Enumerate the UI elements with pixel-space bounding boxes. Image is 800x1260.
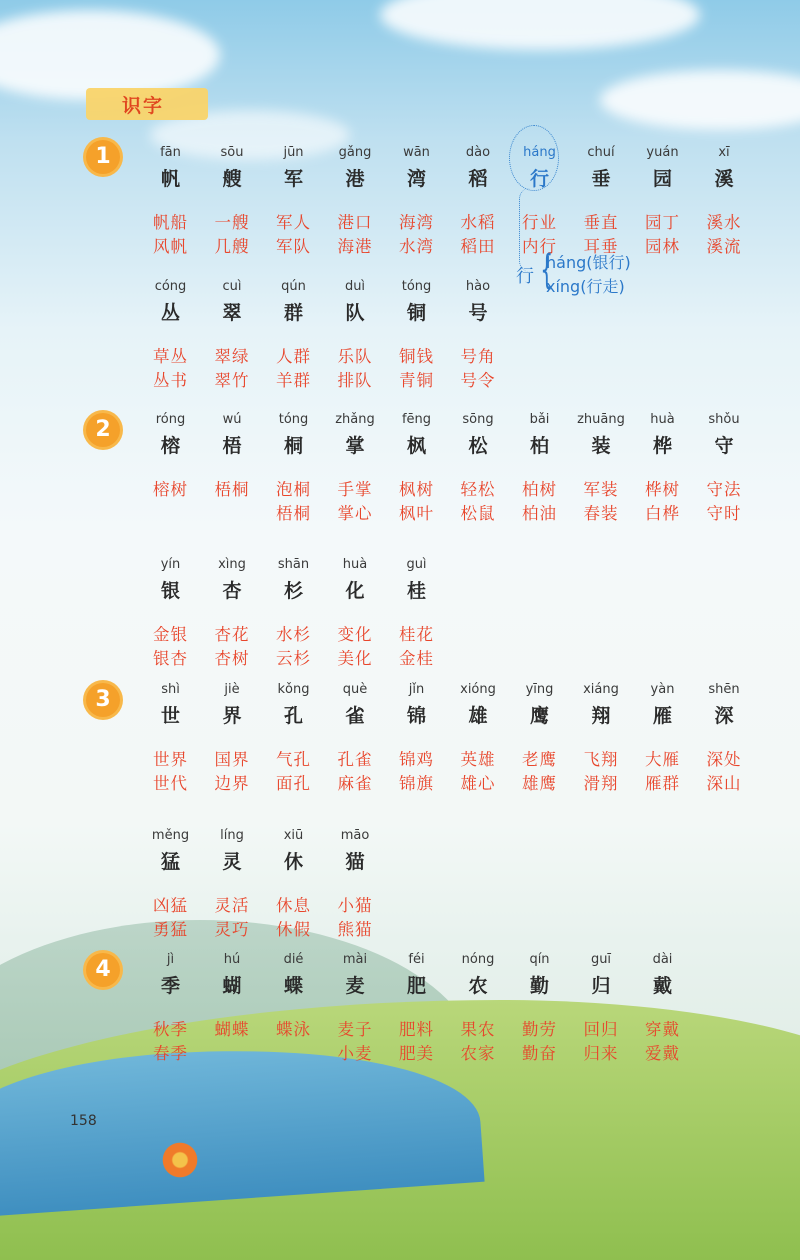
character: 雁: [652, 705, 672, 727]
pinyin: yīng: [525, 682, 554, 697]
word: 海湾: [399, 213, 434, 232]
page-number: 158: [70, 1113, 97, 1129]
word: 国界: [214, 750, 250, 769]
character: 园: [652, 168, 672, 190]
word: 杏花: [214, 625, 250, 644]
word: 风帆: [153, 237, 188, 256]
word: 世代: [153, 774, 188, 793]
section-badge: 1: [86, 140, 120, 174]
word: 肥美: [399, 1044, 434, 1063]
character: 灵: [222, 851, 242, 873]
pinyin: fēng: [401, 412, 432, 427]
page-title: 识字: [122, 95, 165, 117]
character: 杏: [222, 580, 242, 602]
word: 翠绿: [214, 347, 250, 366]
character: 锦: [406, 705, 426, 727]
dotted-arrow: [519, 188, 530, 272]
pinyin: shān: [277, 557, 310, 572]
word: 翠竹: [214, 371, 250, 390]
character: 桐: [283, 435, 303, 457]
character: 掌: [345, 435, 365, 457]
word: 内行: [522, 237, 557, 256]
word: 泡桐: [276, 480, 311, 499]
character: 枫: [406, 435, 426, 457]
pinyin: xiáng: [583, 682, 619, 697]
word: 丛书: [153, 371, 188, 390]
character: 季: [160, 975, 180, 997]
word: 麻雀: [337, 774, 373, 793]
word: 秋季: [153, 1020, 188, 1039]
character: 休: [283, 851, 303, 873]
character: 柏: [529, 435, 549, 457]
word: 榕树: [153, 480, 188, 499]
pinyin: tóng: [278, 412, 309, 427]
character: 深: [714, 705, 734, 727]
word: 梧桐: [276, 504, 311, 523]
character: 桦: [652, 435, 672, 457]
character: 翠: [222, 302, 242, 324]
pinyin: wú: [222, 412, 242, 427]
pinyin: què: [342, 682, 368, 697]
word: 稻田: [460, 237, 496, 256]
word: 蝶泳: [276, 1020, 311, 1039]
pinyin: duì: [344, 279, 366, 294]
pinyin: dié: [283, 952, 304, 967]
pinyin: sōu: [220, 145, 244, 160]
character: 丛: [160, 302, 180, 324]
character: 戴: [652, 975, 672, 997]
pinyin: róng: [155, 412, 186, 427]
word: 青铜: [399, 371, 434, 390]
character: 帆: [160, 168, 180, 190]
word: 柏油: [522, 504, 557, 523]
character: 军: [283, 168, 303, 190]
pinyin: xī: [718, 145, 730, 160]
word: 雁群: [645, 774, 680, 793]
character: 界: [222, 705, 242, 727]
word: 飞翔: [583, 750, 619, 769]
word: 耳垂: [583, 237, 619, 256]
pinyin: shǒu: [708, 412, 740, 427]
word: 几艘: [214, 237, 250, 256]
pinyin: dào: [465, 145, 491, 160]
word: 枫叶: [399, 504, 434, 523]
character: 勤: [529, 975, 549, 997]
word: 滑翔: [583, 774, 619, 793]
pinyin: yàn: [650, 682, 675, 697]
character: 杉: [283, 580, 303, 602]
pinyin: shì: [161, 682, 180, 697]
word: 号令: [460, 371, 496, 390]
character: 梧: [222, 435, 242, 457]
character: 铜: [406, 302, 426, 324]
word: 港口: [337, 213, 373, 232]
word: 溪水: [706, 213, 742, 232]
pinyin: huà: [342, 557, 368, 572]
pinyin: xióng: [460, 682, 496, 697]
word: 水杉: [276, 625, 311, 644]
pinyin: qún: [281, 279, 306, 294]
character: 鹰: [529, 705, 549, 727]
pinyin: xìng: [218, 557, 246, 572]
character: 垂: [591, 168, 611, 190]
pinyin: sōng: [462, 412, 494, 427]
pinyin: chuí: [587, 145, 615, 160]
word: 灵活: [214, 896, 250, 915]
word: 小猫: [337, 896, 373, 915]
word: 号角: [460, 347, 496, 366]
pinyin: cuì: [222, 279, 242, 294]
word: 垂直: [583, 213, 619, 232]
word: 农家: [460, 1044, 496, 1063]
character: 港: [345, 168, 365, 190]
word: 麦子: [337, 1020, 373, 1039]
word: 边界: [214, 774, 250, 793]
pinyin: nóng: [461, 952, 495, 967]
character: 榕: [160, 435, 180, 457]
word: 水湾: [399, 237, 434, 256]
character: 肥: [406, 975, 426, 997]
word: 一艘: [214, 213, 250, 232]
pinyin: jiè: [224, 682, 240, 697]
word: 铜钱: [399, 347, 434, 366]
word: 排队: [337, 371, 373, 390]
character: 猛: [160, 851, 180, 873]
word: 面孔: [276, 774, 311, 793]
section-badge: 4: [86, 953, 120, 987]
word: 回归: [583, 1020, 619, 1039]
character: 湾: [406, 168, 426, 190]
pinyin: jì: [166, 952, 175, 967]
pinyin: zhǎng: [335, 412, 375, 427]
pinyin: cóng: [154, 279, 187, 294]
word: 凶猛: [153, 896, 188, 915]
character: 号: [468, 302, 488, 324]
character: 归: [591, 975, 611, 997]
word: 爱戴: [645, 1044, 680, 1063]
character: 艘: [222, 168, 242, 190]
character: 溪: [714, 168, 734, 190]
pinyin: jūn: [283, 145, 304, 160]
word: 守时: [706, 504, 742, 523]
pinyin: gǎng: [338, 145, 372, 160]
character: 化: [345, 580, 365, 602]
section-badge: 2: [86, 413, 120, 447]
polyphone-reading: xíng(行走): [546, 277, 625, 296]
character: 守: [714, 435, 734, 457]
pinyin: zhuāng: [577, 412, 625, 427]
word: 春季: [153, 1044, 188, 1063]
polyphone-reading: háng(银行): [546, 253, 631, 272]
pinyin: hào: [465, 279, 491, 294]
word: 英雄: [460, 750, 496, 769]
word: 人群: [276, 347, 311, 366]
polyphone-char: 行: [516, 266, 534, 287]
word: 勇猛: [153, 920, 188, 939]
word: 枫树: [399, 480, 434, 499]
word: 海港: [337, 237, 373, 256]
pinyin: měng: [151, 828, 190, 843]
word: 深处: [706, 750, 742, 769]
brace-icon: {: [540, 247, 554, 293]
word: 变化: [337, 625, 373, 644]
character: 世: [160, 705, 180, 727]
pinyin: yín: [160, 557, 181, 572]
character: 群: [283, 302, 303, 324]
word: 熊猫: [337, 920, 373, 939]
word: 金银: [153, 625, 188, 644]
character: 行: [529, 168, 549, 190]
character: 稻: [468, 168, 488, 190]
word: 军装: [583, 480, 619, 499]
word: 桦树: [645, 480, 680, 499]
word: 锦鸡: [399, 750, 434, 769]
word: 休假: [276, 920, 311, 939]
word: 梧桐: [214, 480, 250, 499]
word: 桂花: [399, 625, 434, 644]
word: 柏树: [522, 480, 557, 499]
word: 锦旗: [399, 774, 434, 793]
word: 草丛: [153, 347, 188, 366]
word: 松鼠: [460, 504, 496, 523]
word: 休息: [276, 896, 311, 915]
word: 金桂: [399, 649, 434, 668]
word: 老鹰: [522, 750, 557, 769]
pinyin: mài: [342, 952, 368, 967]
word: 肥料: [399, 1020, 434, 1039]
word: 守法: [706, 480, 742, 499]
word: 雄心: [460, 774, 496, 793]
character: 蝶: [283, 975, 303, 997]
character: 翔: [591, 705, 611, 727]
word: 军人: [276, 213, 311, 232]
word: 穿戴: [645, 1020, 680, 1039]
word: 归来: [583, 1044, 619, 1063]
word: 帆船: [153, 213, 188, 232]
word: 行业: [522, 213, 557, 232]
character: 装: [591, 435, 611, 457]
character: 麦: [345, 975, 365, 997]
pinyin: dài: [652, 952, 673, 967]
pinyin: hú: [223, 952, 241, 967]
pinyin: líng: [220, 828, 244, 843]
word: 气孔: [276, 750, 311, 769]
character: 银: [160, 580, 180, 602]
character: 雄: [468, 705, 488, 727]
word: 溪流: [706, 237, 742, 256]
character: 雀: [345, 705, 365, 727]
pinyin: kǒng: [277, 682, 310, 697]
pinyin: wān: [403, 145, 430, 160]
word: 深山: [706, 774, 742, 793]
word: 大雁: [645, 750, 680, 769]
word: 果农: [460, 1020, 496, 1039]
section-badge: 3: [86, 683, 120, 717]
character: 队: [345, 302, 365, 324]
character: 蝴: [222, 975, 242, 997]
word: 银杏: [153, 649, 188, 668]
word: 手掌: [337, 480, 373, 499]
word: 军队: [276, 237, 311, 256]
word: 园林: [645, 237, 680, 256]
pinyin: xiū: [283, 828, 304, 843]
word: 勤奋: [522, 1044, 557, 1063]
word: 美化: [337, 649, 373, 668]
word: 羊群: [276, 371, 311, 390]
pinyin: huà: [650, 412, 675, 427]
flower-illustration: [160, 1140, 200, 1180]
word: 杏树: [214, 649, 250, 668]
word: 世界: [153, 750, 188, 769]
pinyin: fān: [160, 145, 181, 160]
word: 掌心: [337, 504, 373, 523]
word: 园丁: [645, 213, 680, 232]
pinyin: guī: [590, 952, 612, 967]
pinyin: guì: [406, 557, 427, 572]
word: 蝴蝶: [214, 1020, 250, 1039]
character: 农: [468, 975, 488, 997]
word: 云杉: [276, 649, 311, 668]
word: 孔雀: [337, 750, 373, 769]
pinyin: māo: [340, 828, 370, 843]
pinyin: qín: [529, 952, 550, 967]
word: 轻松: [460, 480, 496, 499]
pinyin: háng: [523, 145, 556, 160]
character: 松: [468, 435, 488, 457]
word: 乐队: [337, 347, 373, 366]
word: 雄鹰: [522, 774, 557, 793]
character: 孔: [283, 705, 303, 727]
highlight-circle: [509, 125, 559, 191]
pinyin: féi: [408, 952, 425, 967]
pinyin: yuán: [646, 145, 679, 160]
pinyin: jǐn: [408, 682, 425, 697]
word: 春装: [583, 504, 619, 523]
pinyin: tóng: [401, 279, 432, 294]
character: 桂: [406, 580, 426, 602]
pinyin: bǎi: [529, 412, 550, 427]
word: 白桦: [645, 504, 680, 523]
character: 猫: [345, 851, 365, 873]
word: 灵巧: [214, 920, 250, 939]
pinyin: shēn: [708, 682, 740, 697]
word: 小麦: [337, 1044, 373, 1063]
word: 勤劳: [522, 1020, 557, 1039]
word: 水稻: [460, 213, 496, 232]
